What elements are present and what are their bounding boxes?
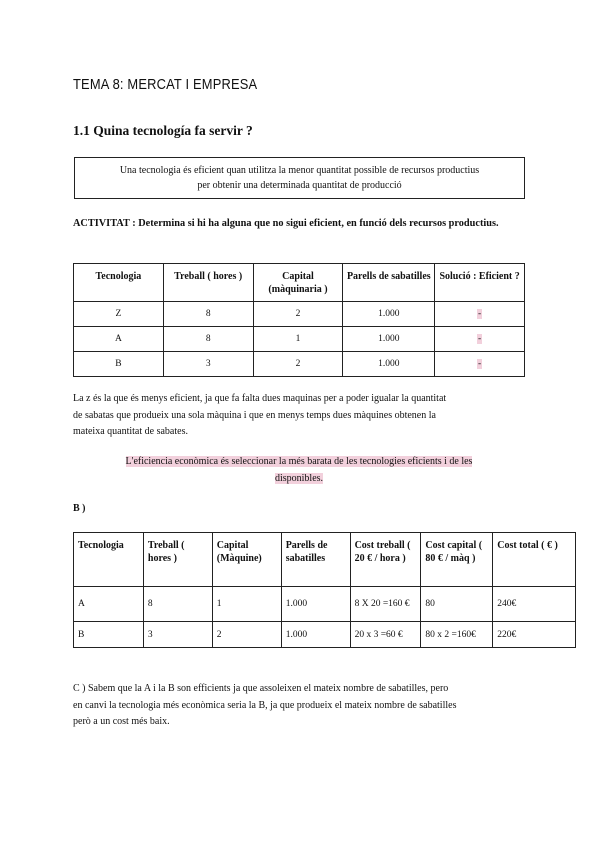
solution-mark: - bbox=[478, 359, 482, 369]
table-cell: Z bbox=[74, 302, 164, 327]
table-row bbox=[74, 587, 576, 622]
table-cell: 1.000 bbox=[281, 587, 350, 622]
table-cell: 1 bbox=[212, 587, 281, 622]
table-header-cell: Treball ( hores ) bbox=[163, 264, 253, 302]
table-header-cell: Cost total ( € ) bbox=[493, 533, 576, 587]
definition-line-2: per obtenir una determinada quantitat de producció bbox=[197, 180, 402, 191]
explanation-line: mateixa quantitat de sabates. bbox=[73, 426, 188, 437]
table-cell: 3 bbox=[163, 352, 253, 377]
table-header-row bbox=[74, 264, 525, 302]
table-cell bbox=[435, 302, 525, 327]
table-cell: 3 bbox=[143, 622, 212, 648]
table-header-cell: Solució : Eficient ? bbox=[435, 264, 525, 302]
table-header-cell: Cost capital ( 80 € / màq ) bbox=[421, 533, 493, 587]
highlight-line: disponibles. bbox=[274, 472, 324, 484]
table-cell: 8 X 20 =160 € bbox=[350, 587, 421, 622]
table-cell: 2 bbox=[253, 352, 343, 377]
part-b-label: B ) bbox=[73, 503, 86, 514]
part-c-line: però a un cost més baix. bbox=[73, 716, 170, 727]
table-header-cell: Tecnologia bbox=[74, 264, 164, 302]
table-cell: A bbox=[74, 327, 164, 352]
table-cell: 1.000 bbox=[343, 302, 435, 327]
table-cell: 8 bbox=[163, 302, 253, 327]
table-cell: 220€ bbox=[493, 622, 576, 648]
part-c-line: C ) Sabem que la A i la B son efficients ja que assoleixen el mateix nombre de sabatilles, pero bbox=[73, 683, 449, 694]
table-cell: 1.000 bbox=[281, 622, 350, 648]
table-header-cell: Parells de sabatilles bbox=[281, 533, 350, 587]
solution-mark: - bbox=[478, 334, 482, 344]
table-cell: 1.000 bbox=[343, 327, 435, 352]
part-c-line: en canvi la tecnologia més econòmica seria la B, ja que produeix el mateix nombre de sabatilles bbox=[73, 699, 457, 711]
explanation-paragraph bbox=[73, 391, 525, 441]
highlighted-definition bbox=[73, 454, 525, 487]
part-c-paragraph bbox=[73, 681, 533, 731]
table-cell: B bbox=[74, 622, 144, 648]
table-cell: B bbox=[74, 352, 164, 377]
table-header-cell: Capital (Màquine) bbox=[212, 533, 281, 587]
cost-table bbox=[73, 532, 576, 648]
table-cell: 2 bbox=[253, 302, 343, 327]
highlight-line: L'eficiencia econòmica és seleccionar la més barata de les tecnologies eficients i de les bbox=[125, 456, 473, 467]
table-row bbox=[74, 352, 525, 377]
table-row bbox=[74, 622, 576, 648]
technology-table bbox=[73, 263, 525, 377]
section-heading: 1.1 Quina tecnología fa servir ? bbox=[73, 123, 253, 138]
table-cell: 1.000 bbox=[343, 352, 435, 377]
table-cell bbox=[435, 352, 525, 377]
table-header-cell: Treball ( hores ) bbox=[143, 533, 212, 587]
explanation-line: La z és la que és menys eficient, ja que fa falta dues maquinas per a poder igualar la quantitat bbox=[73, 393, 447, 404]
table-cell bbox=[435, 327, 525, 352]
table-cell: 80 bbox=[421, 587, 493, 622]
page-title: TEMA 8: MERCAT I EMPRESA bbox=[73, 76, 258, 93]
table-header-cell: Capital (màquinaria ) bbox=[253, 264, 343, 302]
table-cell: 2 bbox=[212, 622, 281, 648]
table-cell: 240€ bbox=[493, 587, 576, 622]
definition-line-1: Una tecnologia és eficient quan utilitza la menor quantitat possible de recursos productius bbox=[119, 165, 480, 176]
table-cell: 8 bbox=[163, 327, 253, 352]
table-cell: 20 x 3 =60 € bbox=[350, 622, 421, 648]
activity-text: ACTIVITAT : Determina si hi ha alguna que no sigui eficient, en funció dels recursos productius. bbox=[73, 218, 499, 229]
table-row bbox=[74, 327, 525, 352]
table-header-cell: Tecnologia bbox=[74, 533, 144, 587]
table-header-cell: Cost treball ( 20 € / hora ) bbox=[350, 533, 421, 587]
table-cell: A bbox=[74, 587, 144, 622]
table-cell: 8 bbox=[143, 587, 212, 622]
table-cell: 80 x 2 =160€ bbox=[421, 622, 493, 648]
table-header-cell: Parells de sabatilles bbox=[343, 264, 435, 302]
solution-mark: - bbox=[478, 309, 482, 319]
table-header-row bbox=[74, 533, 576, 587]
table-cell: 1 bbox=[253, 327, 343, 352]
definition-box bbox=[74, 157, 525, 199]
table-row bbox=[74, 302, 525, 327]
explanation-line: de sabatas que produeix una sola màquina i que en menys temps dues màquines obtenen la bbox=[73, 409, 436, 421]
